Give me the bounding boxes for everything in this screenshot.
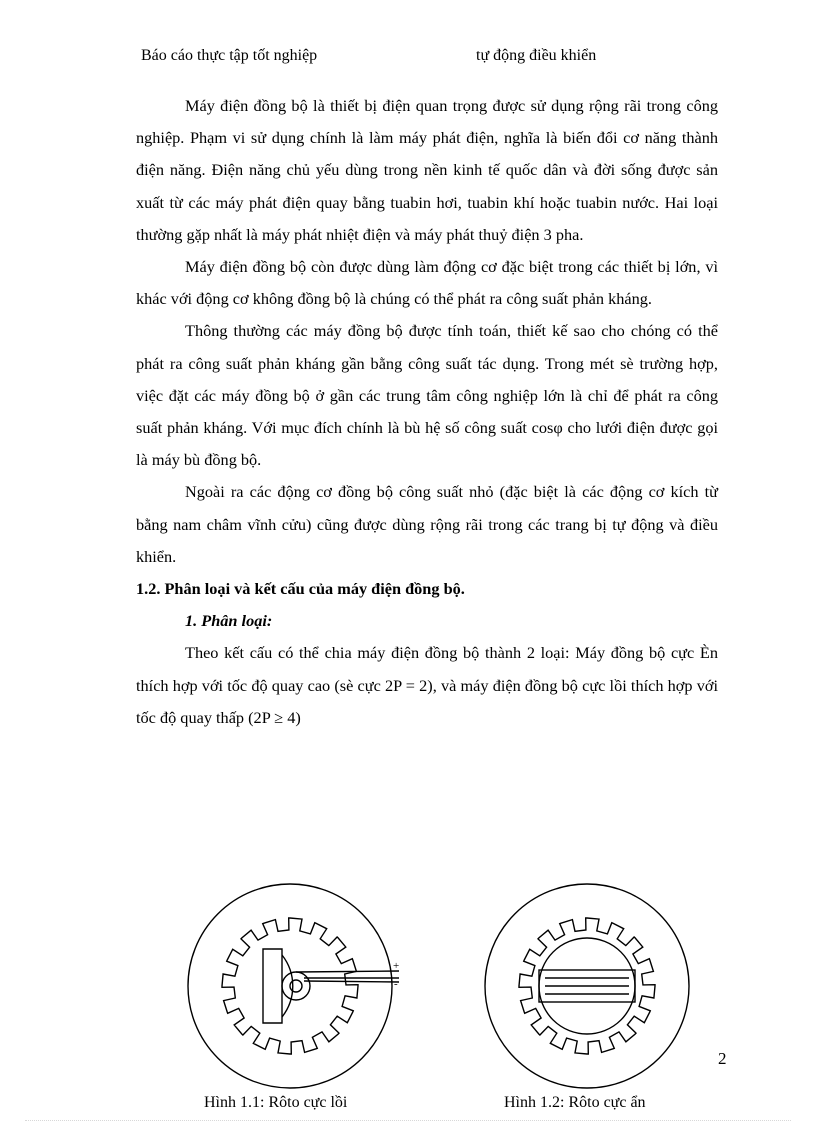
- terminal-minus: -: [394, 978, 398, 990]
- rotor-body: [282, 955, 293, 1017]
- terminal-plus: +: [393, 960, 400, 972]
- salient-rotor-pole: [263, 949, 282, 1023]
- shaft-ring-outer: [282, 972, 310, 1000]
- figure-cylindrical-rotor: [483, 883, 693, 1093]
- section-heading: 1.2. Phân loại và kết cấu của máy điện đồng bộ.: [136, 579, 465, 599]
- paragraph-reactive-power: Thông thường các máy đồng bộ được tính toán, thiết kế sao cho chóng có thể phát ra công suất phản kháng gần bằng công suất tác dụng. Trong mét sè trường hợp, việc đặt các máy đồng bộ ở gần các trung tâm công nghiệp lớn là chỉ để phát ra công suất phản kháng. Với mục đích chính là bù hệ số công suất cosφ cho lưới điện được gọi là máy bù đồng bộ.: [136, 321, 718, 470]
- header-left: Báo cáo thực tập tốt nghiệp: [141, 47, 318, 64]
- lead-wire-top: [296, 971, 399, 972]
- body-text: [136, 90, 718, 734]
- paragraph-classification: Theo kết cấu có thể chia máy điện đồng bộ thành 2 loại: Máy đồng bộ cực Èn thích hợp với tốc độ quay cao (sè cực 2P = 2), và máy điện đồng bộ cực lồi thích hợp với tốc độ quay thấp (2P ≥ 4): [136, 643, 718, 727]
- lead-wire-bottom: [304, 981, 399, 982]
- shaft-ring-inner: [290, 980, 302, 992]
- caption-figure-1-2: Hình 1.2: Rôto cực ẩn: [504, 1094, 646, 1111]
- paragraph-motor: Máy điện đồng bộ còn được dùng làm động cơ đặc biệt trong các thiết bị lớn, vì khác với động cơ không đồng bộ là chúng có thể phát ra công suất phản kháng.: [136, 257, 718, 309]
- page-number: 2: [718, 1049, 727, 1068]
- header-right: tự động điều khiển: [476, 47, 597, 64]
- page-bottom-rule: [25, 1120, 791, 1121]
- figure-salient-pole-rotor: [180, 883, 420, 1093]
- caption-figure-1-1: Hình 1.1: Rôto cực lồi: [204, 1094, 348, 1111]
- subsection-heading: 1. Phân loại:: [185, 611, 273, 631]
- paragraph-small-motors: Ngoài ra các động cơ đồng bộ công suất nhỏ (đặc biệt là các động cơ kích từ bằng nam châm vĩnh cửu) cũng được dùng rộng rãi trong các trang bị tự động và điều khiển.: [136, 482, 718, 566]
- paragraph-intro: Máy điện đồng bộ là thiết bị điện quan trọng được sử dụng rộng rãi trong công nghiệp. Phạm vi sử dụng chính là làm máy phát điện, nghĩa là biến đổi cơ năng thành điện năng. Điện năng chủ yếu dùng trong nền kinh tế quốc dân và đời sống được sản xuất từ các máy phát điện quay bằng tuabin hơi, tuabin khí hoặc tuabin nước. Hai loại thường gặp nhất là máy phát nhiệt điện và máy phát thuỷ điện 3 pha.: [136, 96, 718, 244]
